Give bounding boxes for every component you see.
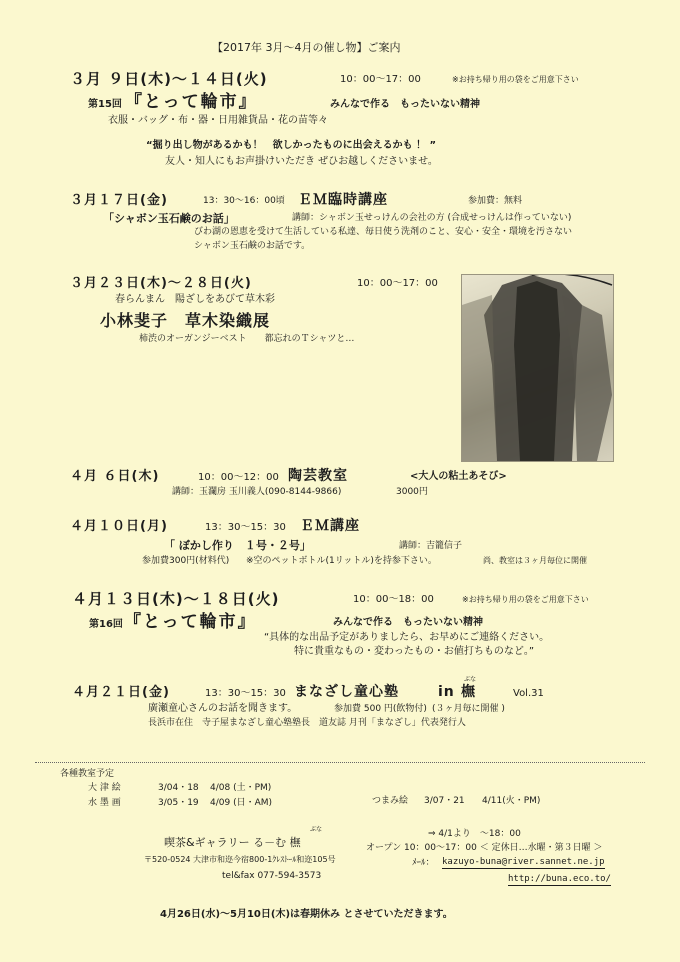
exhibition-photo — [461, 274, 614, 462]
event6-quote1: “具体的な出品予定がありましたら、お早めにご連絡ください。 — [264, 632, 550, 643]
shop-email-link[interactable]: kazuyo-buna@river.sannet.ne.jp — [442, 857, 605, 867]
event7-time: 13：30～15：30 — [205, 688, 286, 699]
event3-items: 柿渋のオーガンジーベスト 都忘れのＴシャツと… — [139, 334, 355, 344]
event5-note: 尚、教室は３ヶ月毎位に開催 — [483, 556, 587, 565]
event7-frequency: (３ヶ月毎に開催 ) — [432, 704, 505, 714]
event5-name: ＥＭ講座 — [300, 518, 360, 534]
event1-quote: “掘り出し物があるかも！ 欲しかったものに出会えるかも ！ ” — [146, 140, 437, 151]
event6-number: 第16回 — [89, 619, 123, 630]
class-suibokuga-dates: 3/05・19 — [158, 798, 199, 808]
page-title: 【2017年 3月～4月の催し物】ご案内 — [212, 41, 401, 54]
event3-name: 小林斐子 草木染織展 — [100, 311, 271, 330]
event1-items: 衣服・バッグ・布・器・日用雑貨品・花の苗等々 — [108, 115, 328, 126]
class-otsue-name: 大 津 絵 — [88, 783, 121, 793]
shop-open-hours: オープン 10：00～17：00 ＜ 定休日…水曜・第３日曜 ＞ — [366, 843, 603, 853]
event3-date: ３月２３日(木)～２８日(火) — [70, 276, 252, 291]
class-tsumami-april: 4/11(火・PM) — [482, 796, 541, 806]
event2-name: ＥＭ臨時講座 — [298, 192, 388, 208]
textile-illustration — [462, 275, 613, 461]
event7-venue-ruby: ぶな — [464, 676, 477, 683]
event7-profile: 長浜市在住 寺子屋まなざし童心塾塾長 道友誌 月刊「まなざし」代表発行人 — [148, 718, 466, 728]
event5-date: ４月１０日(月) — [70, 519, 168, 534]
shop-hours-change: ⇒ 4/1より ～18：00 — [428, 829, 521, 839]
event4-subtitle: <大人の粘土あそび> — [410, 471, 507, 482]
event1-number: 第15回 — [88, 99, 122, 110]
event4-name: 陶芸教室 — [288, 468, 348, 484]
event3-time: 10：00～17：00 — [357, 278, 438, 289]
class-suibokuga-april: 4/09 (日・AM) — [210, 798, 273, 808]
shop-website-link[interactable]: http://buna.eco.to/ — [508, 874, 611, 884]
event6-bag-note: ※お持ち帰り用の袋をご用意下さい — [462, 595, 589, 604]
event1-invite: 友人・知人にもお声掛けいただき ぜひお越しくださいませ。 — [165, 156, 438, 167]
event2-talk: 「シャボン玉石鹸のお話」 — [103, 212, 235, 225]
event2-desc1: びわ湖の恩恵を受けて生活している私達、毎日使う洗剤のこと、安心・安全・環境を汚さない — [194, 227, 573, 237]
event1-date: ３月 ９日(木)～１４日(火) — [70, 70, 268, 88]
shop-mail-label: ﾒｰﾙ： — [412, 858, 435, 868]
event2-date: ３月１７日(金) — [70, 193, 168, 208]
event7-venue: 橅 — [461, 684, 476, 700]
event7-fee: 参加費 500 円(飲物付) — [334, 704, 427, 714]
event7-in: in — [438, 684, 455, 700]
event2-desc2: シャボン玉石鹸のお話です。 — [194, 241, 311, 251]
event4-fee: 3000円 — [396, 487, 428, 497]
event7-name: まなざし童心塾 — [294, 684, 399, 700]
shop-tel: tel&fax 077-594-3573 — [222, 871, 322, 881]
event5-bring: ※空のペットボトル(1リットル)を持参下さい。 — [246, 556, 437, 566]
event6-quote2: 特に貴重なもの・変わったもの・お値打ちものなど。” — [294, 646, 535, 657]
holiday-notice: 4月26日(水)～5月10日(木)は春期休み とさせていただきます。 — [160, 909, 453, 920]
event4-lecturer: 講師：玉瀾房 玉川義人(090-8144-9866) — [172, 487, 342, 497]
event1-bag-note: ※お持ち帰り用の袋をご用意下さい — [452, 75, 579, 84]
event4-date: ４月 ６日(木) — [70, 469, 160, 484]
event6-time: 10：00～18：00 — [353, 594, 434, 605]
shop-address: 〒520-0524 大津市和迩今宿800-1ｸﾚｽﾄｰﾙ和迩105号 — [144, 855, 336, 864]
class-tsumami-dates: 3/07・21 — [424, 796, 465, 806]
class-otsue-dates: 3/04・18 — [158, 783, 199, 793]
event5-time: 13：30～15：30 — [205, 522, 286, 533]
event1-catchphrase: みんなで作る もったいない精神 — [330, 99, 480, 110]
event2-time: 13：30～16：00頃 — [203, 196, 285, 206]
event7-desc: 廣瀬童心さんのお話を聞きます。 — [148, 703, 298, 714]
event2-fee: 参加費：無料 — [468, 196, 523, 206]
classes-heading: 各種教室予定 — [60, 769, 115, 779]
event5-lecturer: 講師：吉籠信子 — [399, 541, 463, 551]
event1-time: 10：00～17：00 — [340, 74, 421, 85]
event6-name: 『とって輪市』 — [124, 612, 257, 632]
event5-fee: 参加費300円(材料代) — [142, 556, 230, 566]
event6-catchphrase: みんなで作る もったいない精神 — [333, 617, 483, 628]
class-suibokuga-name: 水 墨 画 — [88, 798, 121, 808]
event7-volume: Vol.31 — [513, 688, 544, 699]
section-divider — [35, 762, 645, 763]
event3-poem: 春らんまん 陽ざしをあびて草木彩 — [115, 294, 275, 305]
class-otsue-april: 4/08 (土・PM) — [210, 783, 272, 793]
shop-name: 喫茶&ギャラリー る－む 橅 — [164, 836, 301, 849]
event5-talk: 「 ぼかし作り １号・２号」 — [164, 539, 311, 552]
shop-name-ruby: ぶな — [310, 826, 323, 833]
event2-lecturer: 講師：シャボン玉せっけんの会社の方 (合成せっけんは作っていない) — [292, 213, 572, 223]
event6-date: ４月１３日(木)～１８日(火) — [72, 590, 280, 608]
event7-date: ４月２１日(金) — [72, 685, 170, 700]
class-tsumami-name: つまみ絵 — [372, 796, 409, 806]
event4-time: 10：00～12：00 — [198, 472, 279, 483]
event1-name: 『とって輪市』 — [125, 92, 258, 112]
